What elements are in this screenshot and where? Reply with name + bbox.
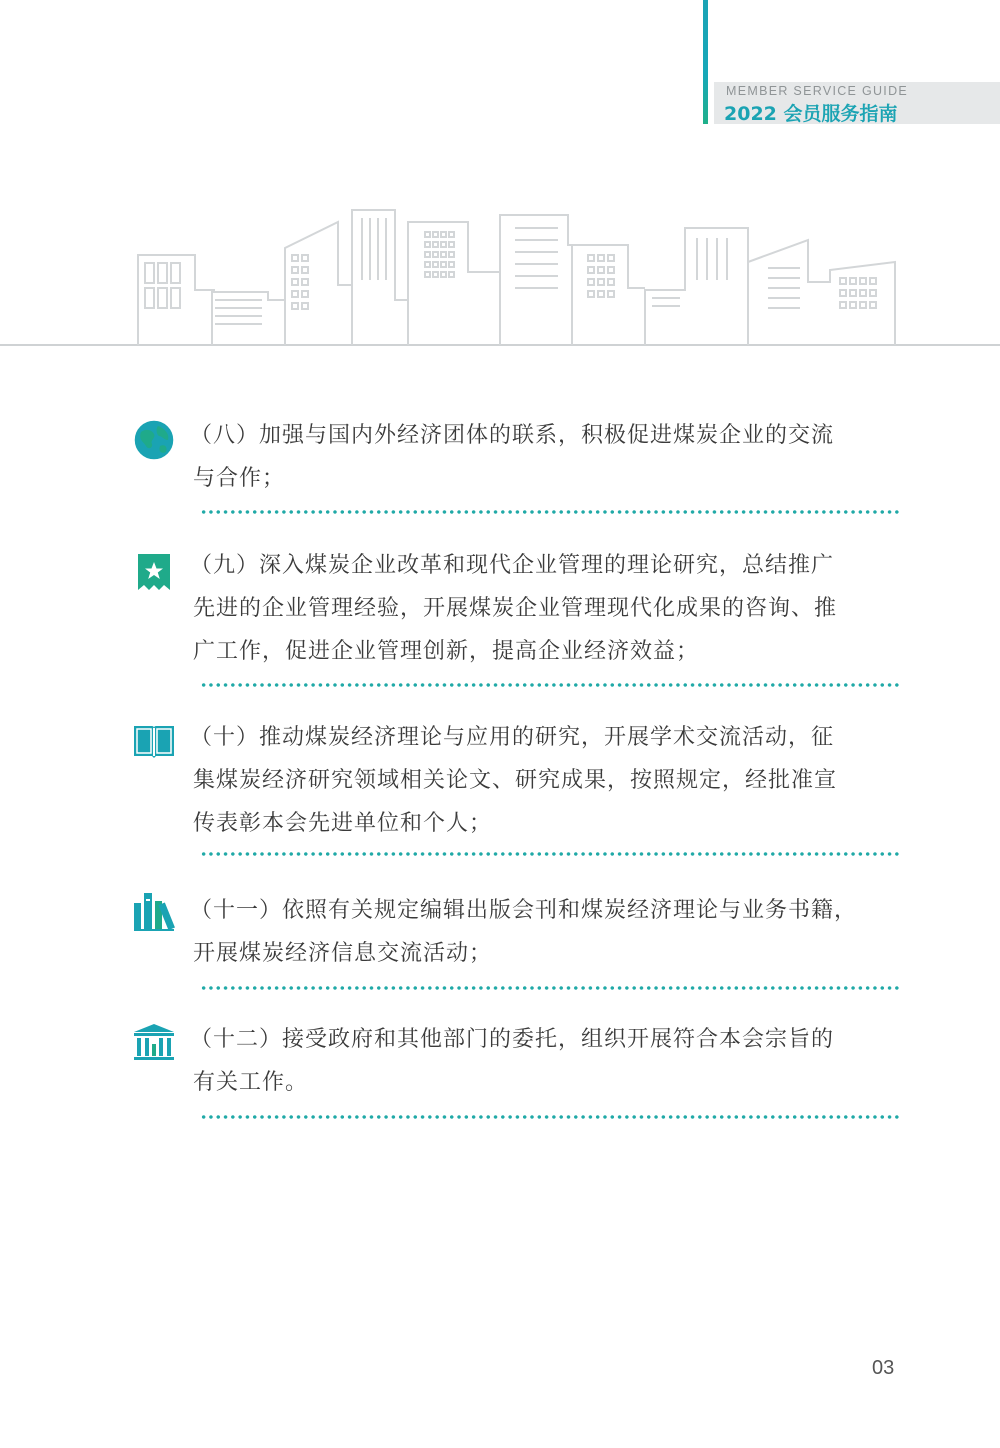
- dotted-divider: [200, 851, 900, 857]
- item-line: 与合作；: [193, 466, 286, 491]
- item-line: 传表彰本会先进单位和个人；: [193, 811, 493, 836]
- item-line: （十一）依照有关规定编辑出版会刊和煤炭经济理论与业务书籍，: [190, 898, 858, 923]
- dotted-divider: [200, 509, 900, 515]
- item-text: [190, 544, 902, 673]
- institution-icon: [132, 1020, 176, 1064]
- item-line: （九）深入煤炭企业改革和现代企业管理的理论研究，总结推广: [190, 553, 835, 578]
- header-accent-bar: [703, 0, 708, 124]
- header-subtitle-en: MEMBER SERVICE GUIDE: [726, 84, 909, 98]
- dotted-divider: [200, 1114, 900, 1120]
- item-text: [190, 716, 902, 845]
- item-line: （十）推动煤炭经济理论与应用的研究，开展学术交流活动，征: [190, 725, 835, 750]
- bookshelf-icon: [132, 889, 176, 933]
- globe-icon: [132, 418, 176, 462]
- item-line: 广工作，促进企业管理创新，提高企业经济效益；: [193, 639, 700, 664]
- header-title-cn: 2022 会员服务指南: [724, 103, 898, 125]
- item-line: （八）加强与国内外经济团体的联系，积极促进煤炭企业的交流: [190, 423, 835, 448]
- page-number: 03: [872, 1357, 895, 1379]
- item-line: 先进的企业管理经验，开展煤炭企业管理现代化成果的咨询、推: [193, 596, 838, 621]
- item-text: [190, 414, 902, 500]
- item-text: [190, 889, 902, 975]
- dotted-divider: [200, 682, 900, 688]
- item-line: （十二）接受政府和其他部门的委托，组织开展符合本会宗旨的: [190, 1027, 835, 1052]
- item-text: [190, 1018, 902, 1104]
- item-line: 集煤炭经济研究领域相关论文、研究成果，按照规定，经批准宣: [193, 768, 838, 793]
- item-line: 有关工作。: [193, 1070, 309, 1095]
- open-book-icon: [132, 718, 176, 762]
- city-skyline-illustration: [0, 200, 1000, 350]
- item-line: 开展煤炭经济信息交流活动；: [193, 941, 493, 966]
- star-bookmark-icon: [132, 550, 176, 594]
- dotted-divider: [200, 985, 900, 991]
